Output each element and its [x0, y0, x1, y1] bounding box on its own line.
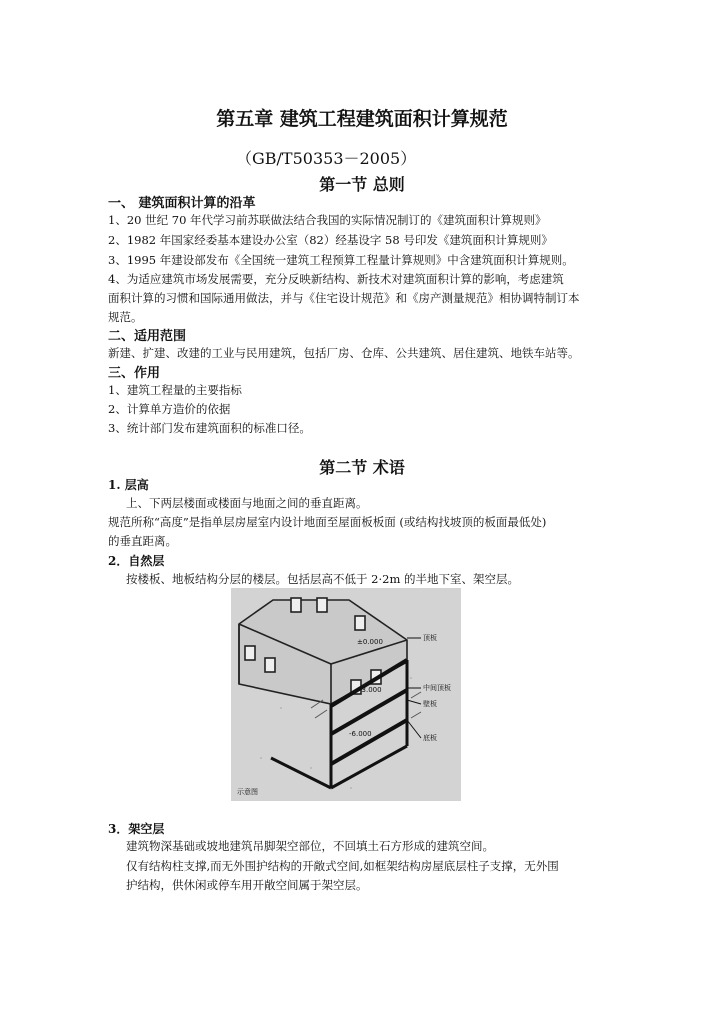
label-wall: 壁板 [423, 700, 437, 708]
term3-line: 仅有结构柱支撑,而无外围护结构的开敞式空间,如框架结构房屋底层柱子支撑，无外围 [126, 859, 559, 873]
term3-line: 护结构，供休闲或停车用开敞空间属于架空层。 [126, 878, 368, 892]
role-heading: 三、作用 [108, 366, 161, 381]
basement-diagram [231, 588, 461, 801]
level-minus6: -6.000 [349, 730, 372, 738]
section1-heading: 第一节 总则 [319, 175, 405, 194]
level-minus3: -3.000 [359, 686, 382, 694]
history-line: 2、1982 年国家经委基本建设办公室（82）经基设字 58 号印发《建筑面积计算规则》 [108, 233, 553, 247]
term2-title: 2．自然层 [108, 554, 165, 568]
section2-heading: 第二节 术语 [319, 458, 405, 477]
term1-title: 1. 层高 [108, 478, 149, 492]
scope-heading: 二、适用范围 [108, 329, 187, 344]
term3-title: 3．架空层 [108, 822, 165, 836]
term2-line: 按楼板、地板结构分层的楼层。包括层高不低于 2·2m 的半地下室、架空层。 [126, 572, 520, 586]
standard-code: （GB/T50353－2005） [236, 149, 417, 168]
label-roof: 顶板 [423, 634, 437, 642]
label-mid: 中间顶板 [423, 684, 451, 692]
history-heading: 一、 建筑面积计算的沿革 [108, 196, 256, 211]
term1-line: 的垂直距离。 [108, 534, 177, 548]
leader-lines [407, 638, 421, 738]
label-bottom: 底板 [423, 734, 437, 742]
history-line: 3、1995 年建设部发布《全国统一建筑工程预算工程量计算规则》中含建筑面积计算规则。 [108, 253, 574, 267]
history-line: 面积计算的习惯和国际通用做法，并与《住宅设计规范》和《房产测量规范》相协调特制订本 [108, 291, 580, 305]
building-walls [239, 598, 407, 704]
role-item: 1、建筑工程量的主要指标 [108, 383, 242, 397]
term3-line: 建筑物深基础或坡地建筑吊脚架空部位，不回填土石方形成的建筑空间。 [126, 839, 494, 853]
role-item: 3、统计部门发布建筑面积的标准口径。 [108, 421, 311, 435]
term1-line: 上、下两层楼面或楼面与地面之间的垂直距离。 [126, 496, 368, 510]
history-line: 4、为适应建筑市场发展需要，充分反映新结构、新技术对建筑面积计算的影响，考虑建筑 [108, 272, 564, 286]
history-line: 1、20 世纪 70 年代学习前苏联做法结合我国的实际情况制订的《建筑面积计算规则》 [108, 213, 547, 227]
term1-line: 规范所称“高度”是指单层房屋室内设计地面至屋面板板面 (或结构找坡顶的板面最低处) [108, 515, 547, 529]
history-line: 规范。 [108, 310, 143, 324]
level-0: ±0.000 [357, 638, 383, 646]
chapter-title: 第五章 建筑工程建筑面积计算规范 [216, 108, 508, 130]
role-item: 2、计算单方造价的依据 [108, 402, 231, 416]
figure-caption: 示意图 [237, 788, 258, 796]
scope-text: 新建、扩建、改建的工业与民用建筑，包括厂房、仓库、公共建筑、居住建筑、地铁车站等。 [108, 346, 580, 360]
basement-diagram-svg [231, 588, 461, 801]
